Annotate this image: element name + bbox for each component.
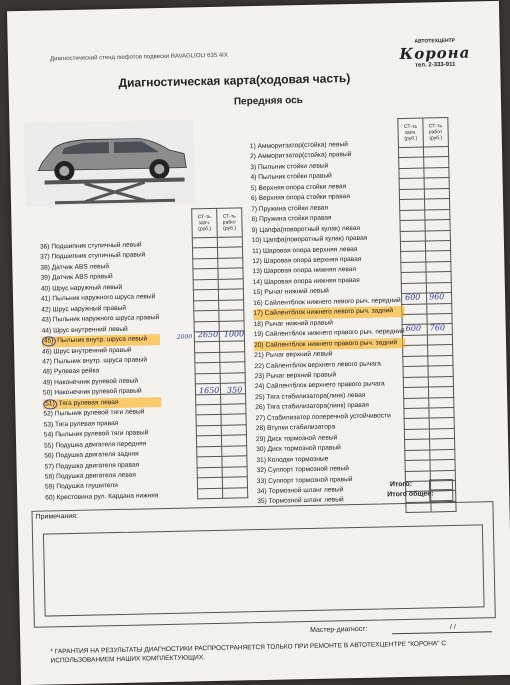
list-item: 11) Шаровая опора верхняя левая <box>252 245 358 255</box>
list-item: 56) Подушка двигателя задняя <box>44 450 139 460</box>
table-cell <box>221 393 246 404</box>
list-item: 57) Подушка двигателя правая <box>44 461 140 471</box>
table-cell <box>196 394 221 405</box>
circled-mark: 45) <box>42 336 56 346</box>
list-item: 36) Подшипник ступичный левый <box>39 241 142 251</box>
page-subtitle: Передняя ось <box>233 95 304 108</box>
table-cell <box>197 446 222 457</box>
mid-items-list <box>250 139 409 508</box>
list-item: 8) Пружина стойки правая <box>251 214 332 224</box>
handwritten-value: 350 <box>226 385 243 395</box>
table-cell <box>220 352 245 363</box>
table-cell <box>193 258 218 269</box>
table-cell <box>222 446 247 457</box>
table-cell <box>195 373 220 384</box>
table-cell <box>196 425 221 436</box>
list-item: 3) Пыльник стойки левый <box>250 162 329 172</box>
list-item: 28) Втулки стабилизатора <box>255 423 336 433</box>
list-item: 19) Сайлентблок нижнего правого рыч. передний <box>253 328 405 339</box>
table-cell <box>219 299 244 310</box>
list-item: 41) Пыльник наружного шруса левый <box>40 293 156 303</box>
list-item: 50) Наконечник рулевой правый <box>42 387 142 397</box>
table-cell <box>222 456 247 467</box>
list-item: 47) Пыльник внутр. шруса правый <box>42 356 148 366</box>
table-cell <box>196 436 221 447</box>
table-cell <box>403 356 428 367</box>
table-cell <box>193 279 218 290</box>
list-item: 54) Пыльник рулевой тяги правый <box>43 429 149 439</box>
table-cell <box>405 460 430 471</box>
list-item: 53) Тяга рулевая правая <box>43 419 119 429</box>
list-item: 33) Суппорт тормозной правый <box>256 475 353 485</box>
list-item: 43) Пыльник наружного шруса правый <box>41 314 160 324</box>
table-cell <box>400 231 425 242</box>
list-item: 7) Пружина стойки левая <box>251 204 329 213</box>
list-item: 23) Рычаг верхний правый <box>254 371 337 381</box>
company-logo <box>390 37 481 69</box>
table-cell <box>426 272 451 283</box>
table-cell <box>429 407 454 418</box>
signature-line <box>392 623 492 634</box>
table-cell <box>401 251 426 262</box>
table-cell <box>219 310 244 321</box>
table-cell <box>402 304 427 315</box>
table-cell <box>429 418 454 429</box>
list-item: 25) Тяга стабилизатора(линк) левая <box>255 391 366 401</box>
table-cell <box>424 167 449 178</box>
work-cost-header: СТ-ть работ (руб.) <box>217 208 243 238</box>
list-item: 17) Сайлентблок нижнего левого рыч. задний <box>253 306 404 320</box>
table-cell <box>424 157 449 168</box>
table-cell <box>193 290 218 301</box>
handwritten-value: 600 <box>404 292 421 302</box>
list-item: 59) Подушка глушителя <box>44 482 118 491</box>
table-cell <box>404 429 429 440</box>
list-item: 22) Сайлентблок верхнего левого рычага <box>254 359 381 370</box>
table-cell <box>220 373 245 384</box>
circled-mark: 51) <box>43 399 57 409</box>
table-cell <box>403 387 428 398</box>
table-cell <box>428 345 453 356</box>
total-box <box>429 479 453 491</box>
table-cell <box>428 376 453 387</box>
table-cell <box>197 467 222 478</box>
table-cell <box>221 404 246 415</box>
left-items-list <box>40 240 163 504</box>
table-cell <box>221 435 246 446</box>
master-label: Мастер-диагност: <box>309 625 368 635</box>
table-cell <box>192 237 217 248</box>
handwritten-value: 2650 <box>197 329 219 340</box>
signature-slashes: / / <box>449 623 456 632</box>
table-cell <box>425 220 450 231</box>
table-cell <box>195 363 220 374</box>
table-cell <box>194 310 219 321</box>
list-item: 16) Сайлентблок нижнего левого рыч. передний <box>253 296 401 307</box>
list-item: 26) Тяга стабилизатора(линк) правая <box>255 402 370 412</box>
table-cell <box>424 178 449 189</box>
table-cell <box>400 199 425 210</box>
list-item: 10) Цапфа(поворотный кулак) правая <box>251 234 368 245</box>
list-item: 49) Наконечник рулевой левый <box>42 377 139 387</box>
diagnostic-card <box>7 1 510 685</box>
notes-section <box>31 501 495 628</box>
list-item: 45) Пыльник внутр. шруса левый <box>42 334 160 347</box>
table-cell <box>404 408 429 419</box>
grand-total-label: Итого общее: <box>387 490 434 499</box>
list-item: 46) Шрус внутренний правый <box>42 346 132 356</box>
table-cell <box>195 352 220 363</box>
list-item: 2) Амморитзатор(стойка) правый <box>250 151 352 161</box>
notes-label: Примечания: <box>35 512 79 521</box>
table-cell <box>425 240 450 251</box>
table-cell <box>221 425 246 436</box>
table-cell <box>429 397 454 408</box>
table-cell <box>429 428 454 439</box>
parts-cost-header: СТ-ть запч. (руб.) <box>398 118 424 148</box>
list-item: 20) Сайлентблок нижнего правого рыч. задний <box>254 338 405 352</box>
list-item: 39) Датчик ABS правый <box>40 273 113 282</box>
table-cell <box>217 237 242 248</box>
table-cell <box>404 418 429 429</box>
table-cell <box>399 178 424 189</box>
table-cell <box>425 199 450 210</box>
table-cell <box>398 147 423 158</box>
list-item: 32) Суппорт тормозной левый <box>256 465 350 475</box>
list-item: 51) Тяга рулевая левая <box>43 397 161 410</box>
list-item: 4) Пыльник стойки правый <box>250 172 332 182</box>
list-item: 48) Рулевая рейка <box>42 367 100 376</box>
table-cell <box>194 342 219 353</box>
table-cell <box>399 189 424 200</box>
list-item: 12) Шаровая опора верхняя правая <box>252 255 362 266</box>
table-cell <box>218 258 243 269</box>
handwritten-note: 2000 <box>176 333 193 341</box>
list-item: 6) Верхняя опора стойки правая <box>250 193 350 203</box>
logo-top-text: АВТОТЕХЦЕНТР <box>414 37 456 45</box>
table-cell <box>223 487 248 498</box>
table-cell <box>220 362 245 373</box>
table-cell <box>430 439 455 450</box>
table-cell <box>193 248 218 259</box>
table-row <box>198 487 248 498</box>
list-item: 15) Рычаг нижний левый <box>252 287 329 297</box>
list-item: 24) Сайлентблок верхнего правого рычага <box>254 380 385 391</box>
table-cell <box>403 345 428 356</box>
list-item: 31) Колодки тормозные <box>256 455 329 464</box>
table-cell <box>426 261 451 272</box>
table-cell <box>425 230 450 241</box>
table-cell <box>403 366 428 377</box>
logo-phone: тел. 2-333-911 <box>414 61 456 69</box>
list-item: 9) Цапфа(поворотный кулак) левая <box>251 224 361 234</box>
table-cell <box>405 450 430 461</box>
list-item: 5) Верхняя опора стойки левая <box>250 182 347 192</box>
table-cell <box>197 457 222 468</box>
table-cell <box>219 341 244 352</box>
left-price-table <box>191 207 248 499</box>
table-cell <box>193 269 218 280</box>
total-label: Итого: <box>389 480 413 489</box>
handwritten-value: 1000 <box>223 329 245 339</box>
table-cell <box>218 289 243 300</box>
table-cell <box>427 303 452 314</box>
table-cell <box>196 415 221 426</box>
list-item: 40) Шрус наружный левый <box>40 283 123 293</box>
list-item: 44) Шрус внутренний левый <box>41 325 128 335</box>
table-cell <box>218 279 243 290</box>
list-item: 38) Датчик ABS левый <box>40 263 110 272</box>
table-cell <box>194 300 219 311</box>
work-cost-header: СТ-ть работ (руб.) <box>423 118 449 148</box>
table-cell <box>430 449 455 460</box>
table-cell <box>222 477 247 488</box>
car-on-lift-icon <box>23 119 195 207</box>
table-cell <box>423 147 448 158</box>
list-item: 27) Стабилизатор поперечной устойчивости <box>255 412 391 422</box>
table-cell <box>425 209 450 220</box>
table-cell <box>197 477 222 488</box>
logo-brand-text: Корона <box>399 43 471 64</box>
stand-caption: Диагностический стенд люфотов подвески RAVAGLIOLI 635.4IX <box>49 52 228 63</box>
table-cell <box>430 460 455 471</box>
notes-box <box>43 524 485 616</box>
table-cell <box>427 334 452 345</box>
handwritten-value: 960 <box>428 292 445 302</box>
table-cell <box>218 268 243 279</box>
list-item: 58) Подушка двигателя левая <box>44 471 137 481</box>
warranty-footer: * ГАРАНТИЯ НА РЕЗУЛЬТАТЫ ДИАГНОСТИКИ РАСПРОСТРАНЯЕТСЯ ТОЛЬКО ПРИ РЕМОНТЕ В АВТОТЕХЦЕНТРЕ "КОРОНА" С ИСПОЛЬЗОВАНИЕМ НАШИХ КОМПЛЕКТУЮЩИХ. <box>50 640 447 665</box>
grand-total-box <box>429 490 453 502</box>
table-cell <box>400 220 425 231</box>
table-cell <box>405 471 430 482</box>
table-cell <box>399 157 424 168</box>
table-cell <box>405 439 430 450</box>
list-item: 42) Шрус наружный правый <box>41 304 127 314</box>
table-cell <box>403 377 428 388</box>
table-cell <box>400 210 425 221</box>
table-cell <box>401 272 426 283</box>
table-cell <box>400 241 425 252</box>
list-item: 55) Подушка двигателя передняя <box>44 440 147 450</box>
table-cell <box>217 247 242 258</box>
handwritten-value: 600 <box>405 323 422 333</box>
table-cell <box>221 414 246 425</box>
list-item: 13) Шаровая опора нижняя левая <box>252 266 357 276</box>
list-item: 18) Рычаг нижний правый <box>253 319 333 328</box>
table-cell <box>428 366 453 377</box>
list-item: 21) Рычаг верхний левый <box>254 350 333 360</box>
table-cell <box>198 488 223 499</box>
list-item: 14) Шаровая опора нижняя правая <box>252 276 360 287</box>
page-title: Диагностическая карта(ходовая часть) <box>118 71 351 90</box>
handwritten-value: 1650 <box>198 385 220 396</box>
list-item: 1) Амморитзатор(стойка) левый <box>249 141 348 151</box>
table-cell <box>428 387 453 398</box>
table-cell <box>222 466 247 477</box>
table-cell <box>402 335 427 346</box>
table-cell <box>428 355 453 366</box>
table-cell <box>426 251 451 262</box>
list-item: 34) Тормозной шланг левый <box>257 486 344 496</box>
parts-cost-header: СТ-ть запч. (руб.) <box>192 208 218 238</box>
list-item: 37) Подшипник ступичный правый <box>40 251 146 262</box>
table-cell <box>196 404 221 415</box>
table-cell <box>399 168 424 179</box>
list-item: 35) Тормозной шланг левый <box>257 496 344 506</box>
list-item: 52) Пыльник рулевой тяги левый <box>43 408 145 418</box>
table-cell <box>401 262 426 273</box>
table-cell <box>404 397 429 408</box>
list-item: 30) Диск тормозной правый <box>256 444 341 454</box>
table-cell <box>424 188 449 199</box>
list-item: 29) Диск тормозной левый <box>255 434 338 443</box>
handwritten-value: 760 <box>429 323 446 333</box>
list-item: 60) Крестовина рул. Кардана нижняя <box>45 492 159 502</box>
